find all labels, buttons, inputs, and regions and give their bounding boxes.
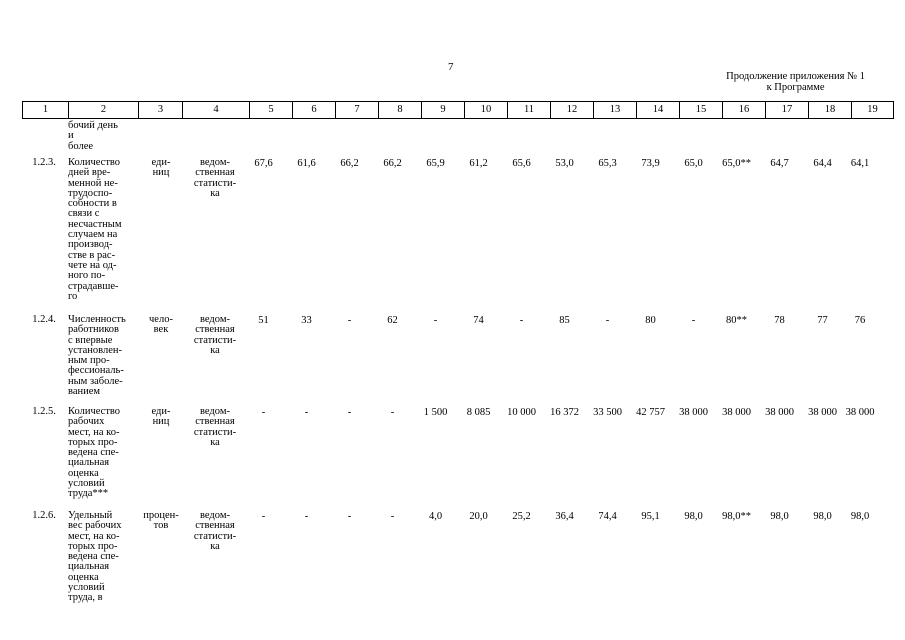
value-cell: 66,2 <box>340 158 359 169</box>
value-cell: 38 000 <box>722 407 751 418</box>
column-number: 17 <box>766 102 809 119</box>
value-cell: 38 000 <box>679 407 708 418</box>
column-number: 11 <box>508 102 551 119</box>
column-number-header <box>22 101 894 119</box>
value-cell: 61,2 <box>469 158 488 169</box>
column-number: 9 <box>422 102 465 119</box>
value-cell: 10 000 <box>507 407 536 418</box>
data-source: ведом- ственная статисти- ка <box>193 157 237 199</box>
appendix-header-line2: к Программе <box>766 82 825 93</box>
appendix-header-line1: Продолжение приложения № 1 <box>726 71 865 82</box>
value-cell: 33 500 <box>593 407 622 418</box>
column-number: 3 <box>139 102 183 119</box>
value-cell: 65,0** <box>722 158 751 169</box>
column-number: 19 <box>852 102 894 119</box>
value-cell: 76 <box>854 315 866 326</box>
value-cell: 65,0 <box>684 158 703 169</box>
value-cell: 80** <box>726 315 747 326</box>
appendix-header <box>726 71 865 93</box>
value-cell: 53,0 <box>555 158 574 169</box>
value-cell: 64,7 <box>770 158 789 169</box>
data-source: ведом- ственная статисти- ка <box>193 510 237 552</box>
value-cell: 65,6 <box>512 158 531 169</box>
value-cell: 36,4 <box>555 511 574 522</box>
value-cell: 38 000 <box>845 407 875 418</box>
row-number: 1.2.5. <box>32 406 56 417</box>
value-cell: - <box>347 511 352 522</box>
column-number: 5 <box>250 102 293 119</box>
value-cell: 1 500 <box>423 407 448 418</box>
value-cell: - <box>605 315 610 326</box>
value-cell: - <box>304 511 309 522</box>
unit: еди- ниц <box>151 406 171 428</box>
value-cell: - <box>390 511 395 522</box>
value-cell: - <box>347 407 352 418</box>
value-cell: 73,9 <box>641 158 660 169</box>
column-number: 8 <box>379 102 422 119</box>
page-number: 7 <box>448 61 454 73</box>
value-cell: 8 085 <box>466 407 491 418</box>
value-cell: 77 <box>817 315 828 326</box>
column-number: 10 <box>465 102 508 119</box>
value-cell: - <box>519 315 524 326</box>
indicator-name: Удельный вес рабочих мест, на ко- торых про- ведена спе- циальная оценка условий труда, в <box>68 510 122 604</box>
value-cell: 64,1 <box>850 158 870 169</box>
value-cell: - <box>433 315 438 326</box>
column-number: 6 <box>293 102 336 119</box>
value-cell: - <box>261 511 266 522</box>
value-cell: 20,0 <box>469 511 488 522</box>
value-cell: 95,1 <box>641 511 660 522</box>
value-cell: 61,6 <box>297 158 316 169</box>
value-cell: 38 000 <box>808 407 837 418</box>
value-cell: 33 <box>301 315 312 326</box>
row-number: 1.2.4. <box>32 314 56 325</box>
row-number: 1.2.3. <box>32 157 56 168</box>
value-cell: 85 <box>559 315 570 326</box>
value-cell: - <box>691 315 696 326</box>
row-number: 1.2.6. <box>32 510 56 521</box>
value-cell: 62 <box>387 315 398 326</box>
value-cell: 67,6 <box>254 158 273 169</box>
value-cell: 98,0 <box>684 511 703 522</box>
value-cell: 98,0 <box>770 511 789 522</box>
value-cell: - <box>347 315 352 326</box>
indicator-name: Численность работников с впервые установлен- ным про- фессиональ- ным заболе- ванием <box>68 314 126 398</box>
value-cell: - <box>390 407 395 418</box>
value-cell: 64,4 <box>813 158 832 169</box>
value-cell: 74 <box>473 315 484 326</box>
value-cell: 16 372 <box>550 407 579 418</box>
column-number: 12 <box>551 102 594 119</box>
value-cell: 98,0 <box>813 511 832 522</box>
value-cell: 25,2 <box>512 511 531 522</box>
column-number: 16 <box>723 102 766 119</box>
indicator-name: Количество дней вре- менной не- трудоспо- собности в связи с несчастным случаем на производ- стве в рас- чете на од- ного по- страдавше- го <box>68 157 122 302</box>
column-number: 7 <box>336 102 379 119</box>
value-cell: 42 757 <box>636 407 665 418</box>
value-cell: 38 000 <box>765 407 794 418</box>
unit: чело- век <box>149 314 173 336</box>
indicator-name: Количество рабочих мест, на ко- торых про- ведена спе- циальная оценка условий труда*** <box>68 406 121 500</box>
value-cell: 98,0** <box>722 511 751 522</box>
column-number: 4 <box>183 102 250 119</box>
unit: процен- тов <box>143 510 179 532</box>
data-source: ведом- ственная статисти- ка <box>193 314 237 356</box>
value-cell: 78 <box>774 315 785 326</box>
value-cell: 65,3 <box>598 158 617 169</box>
column-number: 15 <box>680 102 723 119</box>
value-cell: 65,9 <box>426 158 445 169</box>
value-cell: 51 <box>258 315 269 326</box>
continuation-text: бочий день и более <box>68 120 118 152</box>
column-number: 2 <box>69 102 139 119</box>
column-number: 14 <box>637 102 680 119</box>
value-cell: - <box>261 407 266 418</box>
value-cell: - <box>304 407 309 418</box>
value-cell: 4,0 <box>428 511 443 522</box>
unit: еди- ниц <box>151 157 171 179</box>
value-cell: 66,2 <box>383 158 402 169</box>
column-number: 1 <box>23 102 69 119</box>
data-source: ведом- ственная статисти- ка <box>193 406 237 448</box>
column-number: 13 <box>594 102 637 119</box>
value-cell: 74,4 <box>598 511 617 522</box>
column-number: 18 <box>809 102 852 119</box>
value-cell: 80 <box>645 315 656 326</box>
value-cell: 98,0 <box>850 511 870 522</box>
